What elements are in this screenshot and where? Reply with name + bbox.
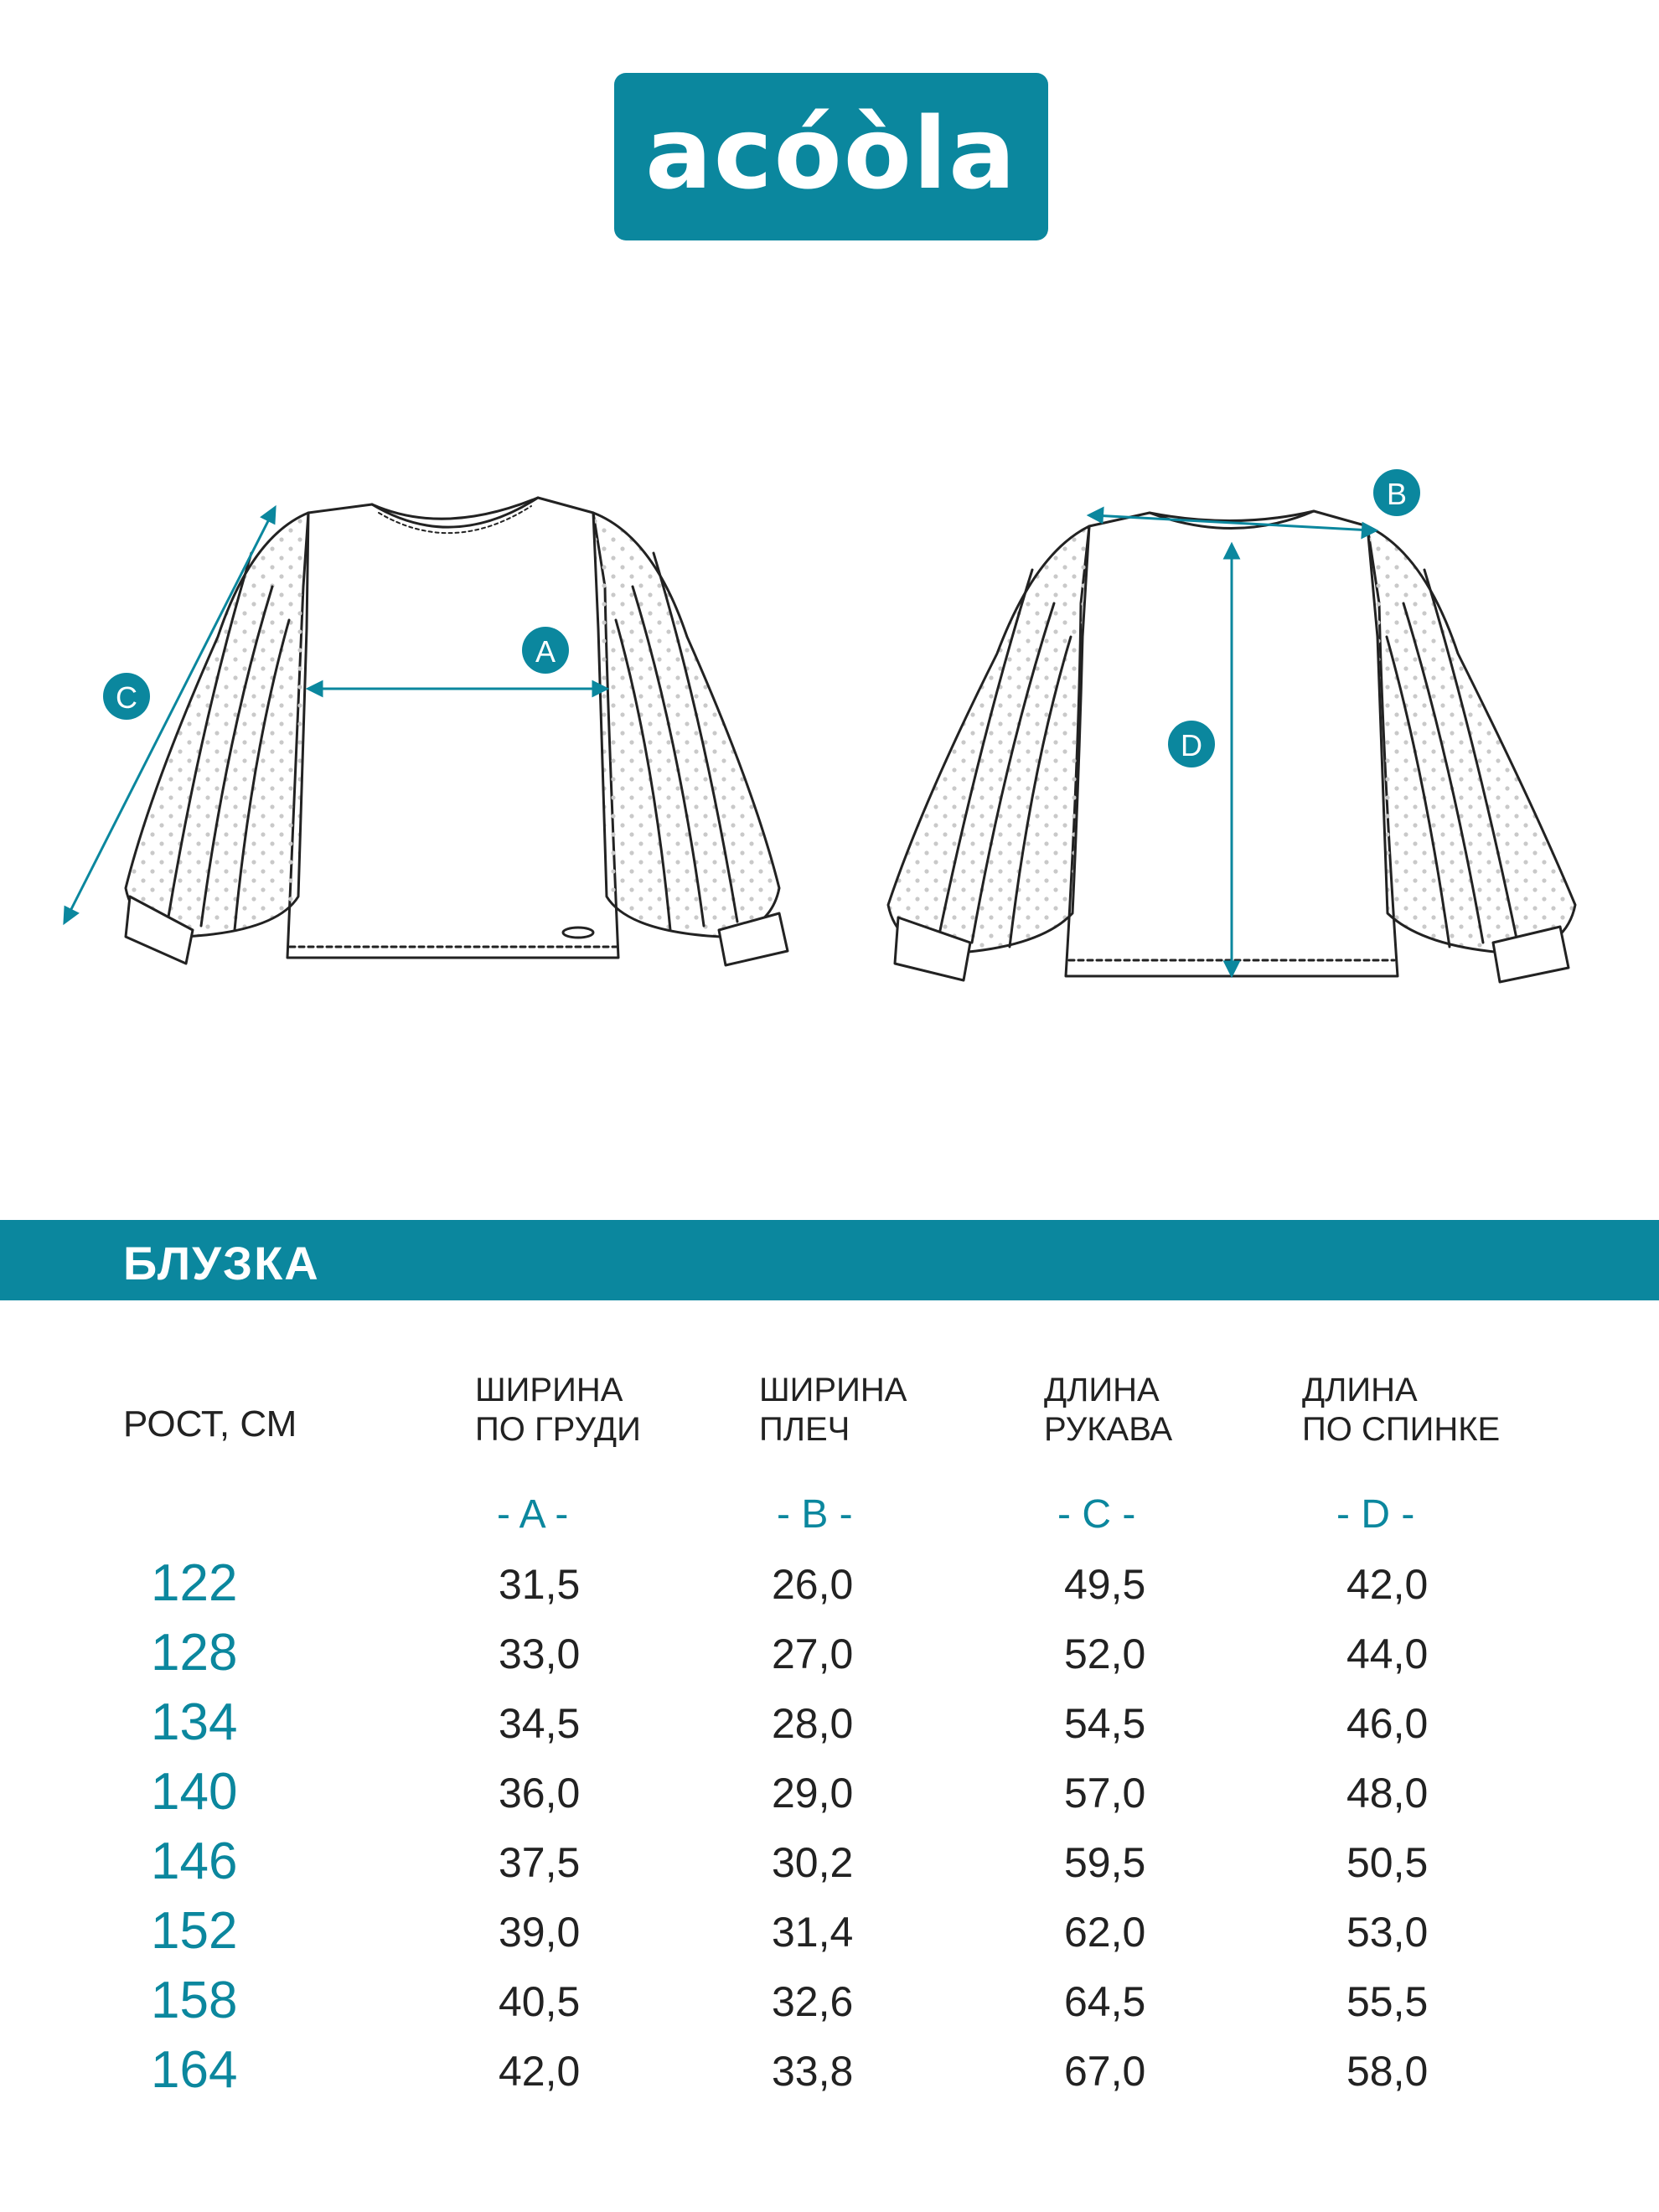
column-header-c: ДЛИНА РУКАВА	[1044, 1372, 1173, 1448]
row-height-value: 152	[151, 1902, 238, 1960]
table-cell: 44,0	[1346, 1631, 1429, 1677]
table-cell: 27,0	[772, 1631, 854, 1677]
brand-logo	[614, 73, 1048, 240]
column-letter-d: - D -	[1336, 1492, 1415, 1537]
table-cell: 59,5	[1064, 1839, 1146, 1886]
label-d: D	[1181, 728, 1202, 762]
table-cell: 46,0	[1346, 1700, 1429, 1747]
column-header-d: ДЛИНА ПО СПИНКЕ	[1302, 1372, 1501, 1448]
table-cell: 42,0	[499, 2048, 581, 2095]
column-letter-b: - B -	[777, 1492, 853, 1537]
table-cell: 52,0	[1064, 1631, 1146, 1677]
table-cell: 64,5	[1064, 1978, 1146, 2025]
label-d-marker	[1168, 721, 1215, 767]
row-height-value: 146	[151, 1832, 238, 1890]
table-cell: 37,5	[499, 1839, 581, 1886]
table-cell: 36,0	[499, 1770, 581, 1817]
table-cell: 39,0	[499, 1909, 581, 1956]
table-cell: 33,8	[772, 2048, 854, 2095]
table-cell: 29,0	[772, 1770, 854, 1817]
table-cell: 31,4	[772, 1909, 854, 1956]
table-cell: 28,0	[772, 1700, 854, 1747]
table-cell: 57,0	[1064, 1770, 1146, 1817]
label-a-marker	[522, 627, 569, 674]
table-cell: 33,0	[499, 1631, 581, 1677]
table-cell: 30,2	[772, 1839, 854, 1886]
table-cell: 34,5	[499, 1700, 581, 1747]
row-height-value: 158	[151, 1972, 238, 2029]
table-cell: 42,0	[1346, 1561, 1429, 1608]
label-a: A	[535, 634, 556, 669]
table-cell: 53,0	[1346, 1909, 1429, 1956]
table-cell: 32,6	[772, 1978, 854, 2025]
table-cell: 62,0	[1064, 1909, 1146, 1956]
logo-text: acóòla	[645, 96, 1017, 211]
table-cell: 26,0	[772, 1561, 854, 1608]
garment-diagram	[0, 452, 1659, 1089]
table-cell: 55,5	[1346, 1978, 1429, 2025]
table-cell: 49,5	[1064, 1561, 1146, 1608]
row-height-value: 140	[151, 1763, 238, 1821]
column-header-a: ШИРИНА ПО ГРУДИ	[475, 1372, 641, 1448]
table-cell: 40,5	[499, 1978, 581, 2025]
row-height-value: 134	[151, 1693, 238, 1751]
row-header: РОСТ, СМ	[123, 1403, 297, 1445]
table-cell: 31,5	[499, 1561, 581, 1608]
row-height-value: 128	[151, 1624, 238, 1682]
section-band	[0, 1220, 1659, 1300]
label-b: B	[1386, 477, 1408, 511]
row-height-value: 164	[151, 2041, 238, 2099]
column-letter-a: - A -	[497, 1492, 569, 1537]
front-view	[126, 498, 788, 965]
label-b-marker	[1373, 469, 1420, 516]
table-cell: 50,5	[1346, 1839, 1429, 1886]
table-cell: 67,0	[1064, 2048, 1146, 2095]
table-cell: 58,0	[1346, 2048, 1429, 2095]
section-title: БЛУЗКА	[123, 1237, 320, 1289]
row-height-value: 122	[151, 1554, 238, 1612]
table-cell: 48,0	[1346, 1770, 1429, 1817]
label-c-marker	[103, 673, 150, 720]
column-header-b: ШИРИНА ПЛЕЧ	[759, 1372, 907, 1448]
label-c: C	[116, 680, 137, 715]
table-cell: 54,5	[1064, 1700, 1146, 1747]
column-letter-c: - C -	[1057, 1492, 1136, 1537]
